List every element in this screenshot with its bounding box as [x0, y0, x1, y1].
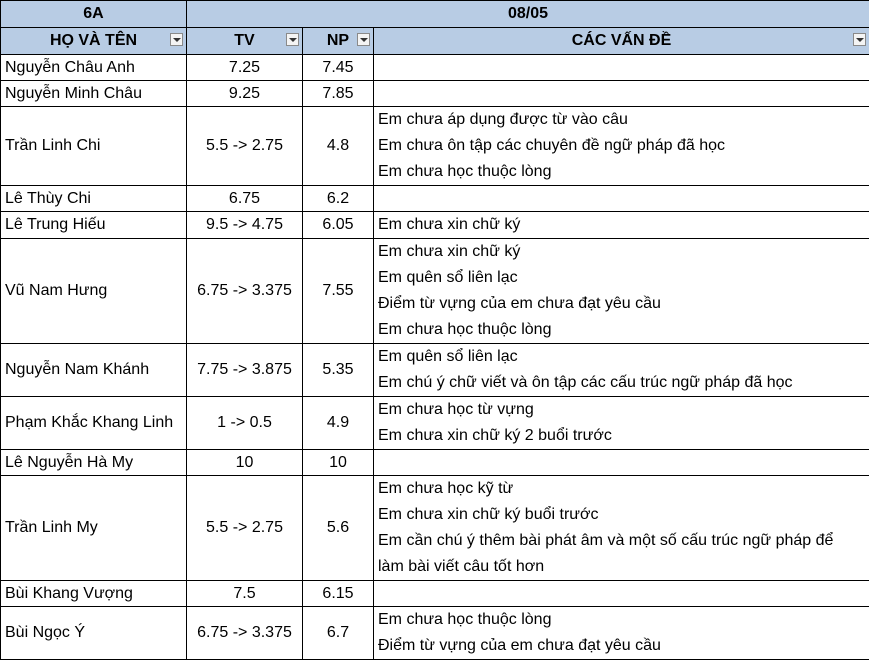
issues-cell[interactable]: [374, 81, 869, 107]
issue-line: Em chưa xin chữ ký: [374, 212, 869, 238]
np-score-cell[interactable]: 6.15: [303, 581, 374, 607]
issue-line: Em chưa học thuộc lòng: [374, 317, 869, 343]
issues-cell[interactable]: [374, 107, 869, 186]
tv-score-cell[interactable]: 7.25: [187, 55, 303, 81]
table-row: [1, 55, 869, 81]
column-header-np: [303, 28, 374, 55]
issue-line: Em chưa học kỹ từ: [374, 476, 869, 502]
issue-line: Em chưa xin chữ ký: [374, 239, 869, 265]
student-name-cell[interactable]: Trần Linh My: [1, 476, 187, 581]
student-name-cell[interactable]: Lê Thùy Chi: [1, 186, 187, 212]
np-score-cell[interactable]: 5.6: [303, 476, 374, 581]
issue-line: Em chưa xin chữ ký buổi trước: [374, 502, 869, 528]
np-score-cell[interactable]: 6.7: [303, 607, 374, 660]
tv-score-cell[interactable]: 10: [187, 450, 303, 476]
tv-score-cell[interactable]: 6.75: [187, 186, 303, 212]
tv-score-cell[interactable]: 7.5: [187, 581, 303, 607]
filter-dropdown-icon[interactable]: [170, 33, 183, 46]
issues-cell[interactable]: [374, 581, 869, 607]
tv-score-cell[interactable]: 6.75 -> 3.375: [187, 607, 303, 660]
np-score-cell[interactable]: 6.05: [303, 212, 374, 239]
np-score-cell[interactable]: 10: [303, 450, 374, 476]
issue-line: Em cần chú ý thêm bài phát âm và một số cấu trúc ngữ pháp để: [374, 528, 869, 554]
column-header-np-label: NP: [327, 32, 349, 49]
np-score-cell[interactable]: 5.35: [303, 344, 374, 397]
class-title: 6A: [1, 1, 187, 28]
issues-cell[interactable]: [374, 607, 869, 660]
column-header-name-label: HỌ VÀ TÊN: [50, 32, 137, 49]
student-name-cell[interactable]: Nguyễn Châu Anh: [1, 55, 187, 81]
column-header-tv: [187, 28, 303, 55]
filter-dropdown-icon[interactable]: [357, 33, 370, 46]
tv-score-cell[interactable]: 5.5 -> 2.75: [187, 476, 303, 581]
date-title: 08/05: [187, 1, 869, 28]
table-row: [1, 344, 869, 397]
issues-cell[interactable]: [374, 55, 869, 81]
table-row: [1, 186, 869, 212]
student-name-cell[interactable]: Vũ Nam Hưng: [1, 239, 187, 344]
issue-line: Em chưa học thuộc lòng: [374, 159, 869, 185]
issue-line: Em quên sổ liên lạc: [374, 265, 869, 291]
table-row: [1, 107, 869, 186]
np-score-cell[interactable]: 4.8: [303, 107, 374, 186]
issues-cell[interactable]: [374, 397, 869, 450]
issues-cell[interactable]: [374, 450, 869, 476]
student-name-cell[interactable]: Trần Linh Chi: [1, 107, 187, 186]
table-row: [1, 81, 869, 107]
table-row: [1, 450, 869, 476]
issue-line: Em chưa xin chữ ký 2 buổi trước: [374, 423, 869, 449]
student-name-cell[interactable]: Lê Nguyễn Hà My: [1, 450, 187, 476]
column-header-issues-label: CÁC VẤN ĐỀ: [572, 32, 672, 49]
tv-score-cell[interactable]: 9.5 -> 4.75: [187, 212, 303, 239]
student-name-cell[interactable]: Phạm Khắc Khang Linh: [1, 397, 187, 450]
student-name-cell[interactable]: Nguyễn Nam Khánh: [1, 344, 187, 397]
tv-score-cell[interactable]: 1 -> 0.5: [187, 397, 303, 450]
table-row: [1, 239, 869, 344]
student-name-cell[interactable]: Nguyễn Minh Châu: [1, 81, 187, 107]
filter-dropdown-icon[interactable]: [286, 33, 299, 46]
column-header-name: [1, 28, 187, 55]
tv-score-cell[interactable]: 6.75 -> 3.375: [187, 239, 303, 344]
issues-cell[interactable]: [374, 212, 869, 239]
issues-cell[interactable]: [374, 476, 869, 581]
issue-line: Em chú ý chữ viết và ôn tập các cấu trúc ngữ pháp đã học: [374, 370, 869, 396]
student-name-cell[interactable]: Bùi Khang Vượng: [1, 581, 187, 607]
issues-cell[interactable]: [374, 186, 869, 212]
table-row: [1, 212, 869, 239]
tv-score-cell[interactable]: 7.75 -> 3.875: [187, 344, 303, 397]
student-name-cell[interactable]: Bùi Ngọc Ý: [1, 607, 187, 660]
header-row: [1, 28, 869, 55]
issue-line: Em chưa ôn tập các chuyên đề ngữ pháp đã học: [374, 133, 869, 159]
tv-score-cell[interactable]: 5.5 -> 2.75: [187, 107, 303, 186]
issue-line: Em quên sổ liên lạc: [374, 344, 869, 370]
column-header-issues: [374, 28, 869, 55]
np-score-cell[interactable]: 4.9: [303, 397, 374, 450]
np-score-cell[interactable]: 6.2: [303, 186, 374, 212]
np-score-cell[interactable]: 7.55: [303, 239, 374, 344]
issue-line: Em chưa áp dụng được từ vào câu: [374, 107, 869, 133]
np-score-cell[interactable]: 7.45: [303, 55, 374, 81]
np-score-cell[interactable]: 7.85: [303, 81, 374, 107]
issue-line: làm bài viết câu tốt hơn: [374, 554, 869, 580]
issue-line: Điểm từ vựng của em chưa đạt yêu cầu: [374, 633, 869, 659]
issue-line: Điểm từ vựng của em chưa đạt yêu cầu: [374, 291, 869, 317]
issue-line: Em chưa học từ vựng: [374, 397, 869, 423]
table-row: [1, 397, 869, 450]
table-row: [1, 581, 869, 607]
filter-dropdown-icon[interactable]: [853, 33, 866, 46]
table-row: [1, 607, 869, 660]
table-row: [1, 476, 869, 581]
tv-score-cell[interactable]: 9.25: [187, 81, 303, 107]
issue-line: Em chưa học thuộc lòng: [374, 607, 869, 633]
title-row: [1, 1, 869, 28]
column-header-tv-label: TV: [234, 32, 254, 49]
student-name-cell[interactable]: Lê Trung Hiếu: [1, 212, 187, 239]
issues-cell[interactable]: [374, 344, 869, 397]
issues-cell[interactable]: [374, 239, 869, 344]
